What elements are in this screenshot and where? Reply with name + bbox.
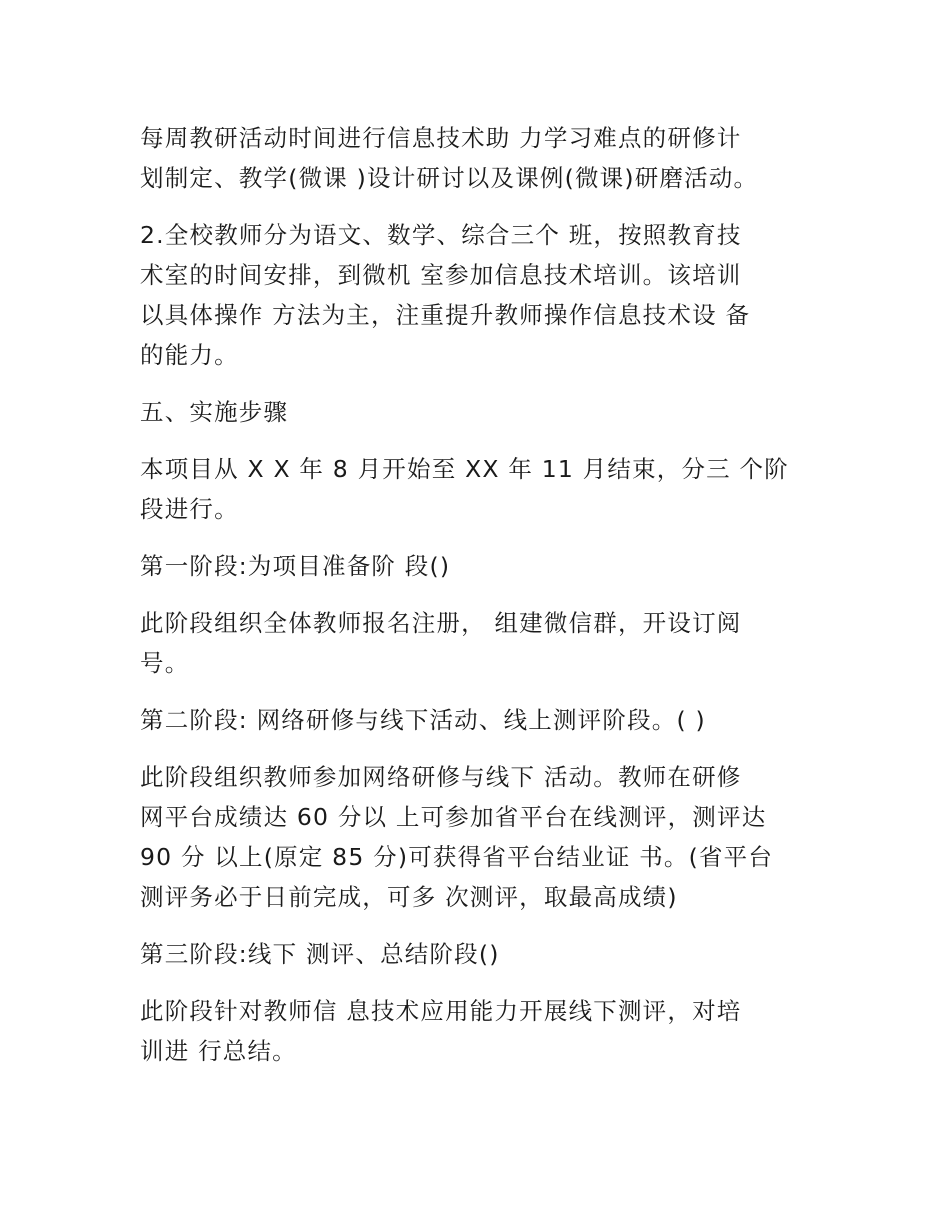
text-line: 测评务必于日前完成，可多 次测评，取最高成绩) [140,883,678,911]
text-line: 此阶段针对教师信 息技术应用能力开展线下测评，对培 [140,997,742,1025]
text-line: 训进 行总结。 [140,1037,297,1065]
text-line: 第一阶段:为项目准备阶 段() [140,552,451,580]
text-line: 此阶段组织全体教师报名注册， 组建微信群，开设订阅 [140,609,742,637]
stage-one-heading [140,546,812,586]
stage-three-heading [140,934,812,974]
text-line: 的能力。 [140,341,239,369]
text-line: 第二阶段: 网络研修与线下活动、线上测评阶段。( ) [140,706,706,734]
text-line: 本项目从 X X 年 8 月开始至 XX 年 11 月结束，分三 个阶 [140,455,789,483]
text-line: 号。 [140,649,190,677]
section-heading-implementation-steps [140,392,812,432]
stage-two-heading [140,700,812,740]
text-line: 以具体操作 方法为主，注重提升教师操作信息技术设 备 [140,301,751,329]
text-line: 90 分 以上(原定 85 分)可获得省平台结业证 书。(省平台 [140,843,774,871]
text-line: 段进行。 [140,495,239,523]
text-line: 此阶段组织教师参加网络研修与线下 活动。教师在研修 [140,763,742,791]
paragraph-project-timeline [140,449,812,529]
paragraph-research-activities [140,118,812,198]
paragraph-stage-one [140,603,812,683]
document-body [140,118,812,1088]
text-line: 术室的时间安排，到微机 室参加信息技术培训。该培训 [140,261,742,289]
heading-text: 五、实施步骤 [140,398,289,426]
text-line: 网平台成绩达 60 分以 上可参加省平台在线测评，测评达 [140,803,767,831]
paragraph-stage-two [140,757,812,917]
text-line: 第三阶段:线下 测评、总结阶段() [140,940,500,968]
paragraph-teacher-classes [140,215,812,375]
text-line: 2.全校教师分为语文、数学、综合三个 班，按照教育技 [140,221,742,249]
text-line: 每周教研活动时间进行信息技术助 力学习难点的研修计 [140,124,742,152]
paragraph-stage-three [140,991,812,1071]
text-line: 划制定、教学(微课 )设计研讨以及课例(微课)研磨活动。 [140,164,759,192]
